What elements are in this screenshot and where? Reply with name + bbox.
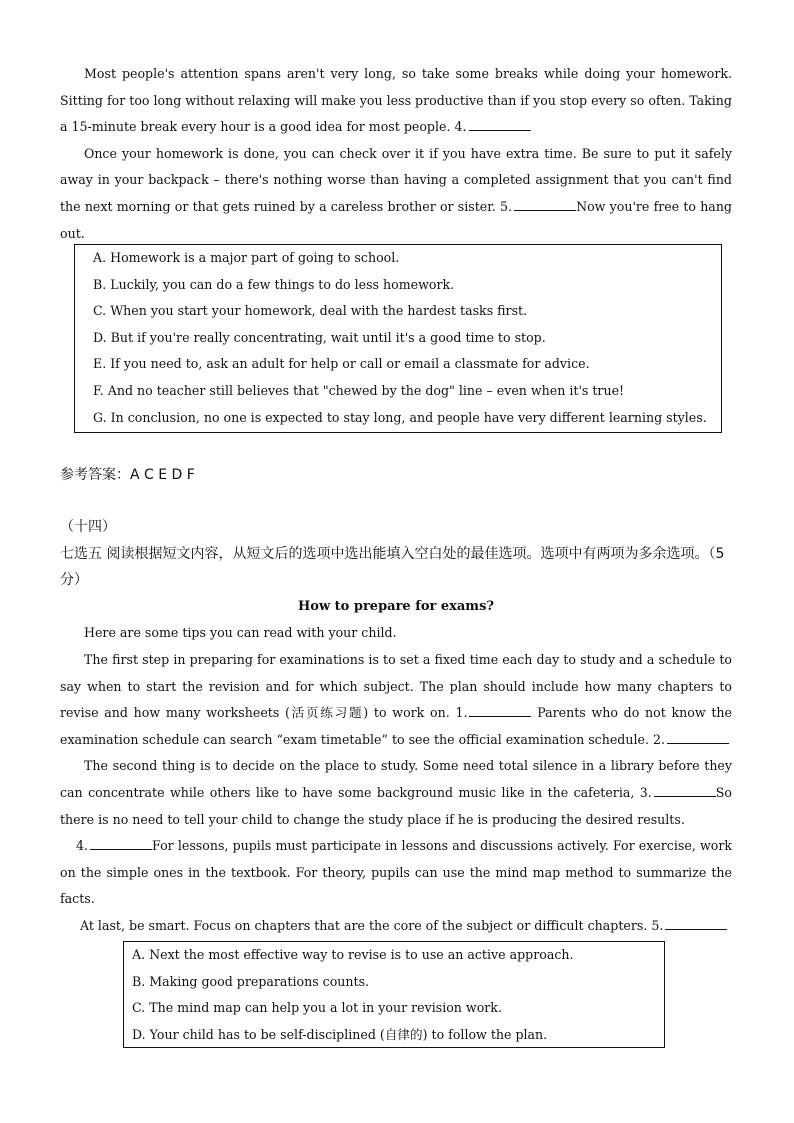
options-box-14 [123,941,665,1048]
paragraph: At last, be smart. Focus on chapters that are the core of the subject or difficult chapters. 5. [60,913,732,940]
answer-blank-3 [654,783,716,797]
answer-blank-5 [514,197,576,211]
section-number: （十四） [60,519,116,535]
option-e: E. If you need to, ask an adult for help or call or email a classmate for advice. [93,356,590,372]
paragraph: Once your homework is done, you can check over it if you have extra time. Be sure to put it safely away in your backpack – there's nothing worse than having a completed assignment that you can't find the next morning or that gets ruined by a careless brother or sister. 5. Now you're free to hang out. [60,145,732,241]
answer-text: 参考答案：A C E D F [60,467,195,483]
options-box-13 [74,244,722,433]
passage-14 [60,514,732,940]
paragraph: Most people's attention spans aren't very long, so take some breaks while doing your homework. Sitting for too long without relaxing will make you less productive than if you stop every so often. Taking a 15-minute break every hour is a good idea for most people. 4. [60,66,732,135]
passage-13 [60,61,732,247]
answer-blank-4 [90,836,152,850]
option-a: A. Homework is a major part of going to school. [93,250,400,265]
answer-blank-5 [665,916,727,930]
instructions: 七选五 阅读根据短文内容，从短文后的选项中选出能填入空白处的最佳选项。选项中有两项为多余选项。（5分） [60,545,725,589]
paragraph: The second thing is to decide on the place to study. Some need total silence in a library before they can concentrate while others like to have some background music like in the cafeteria, 3. So there is no need to tell your child to change the study place if he is producing the desired results. [60,758,732,827]
passage-title: How to prepare for exams? [297,598,494,614]
option-d: D. But if you're really concentrating, wait until it's a good time to stop. [93,329,546,345]
answer-blank-2 [667,730,729,744]
answer-key [60,462,732,489]
option-a: A. Next the most effective way to revise is to use an active approach. [132,947,574,962]
option-f: F. And no teacher still believes that "chewed by the dog" line – even when it's true! [93,382,625,398]
intro-line: Here are some tips you can read with your child. [84,625,397,641]
option-b: B. Making good preparations counts. [132,973,370,989]
option-g: G. In conclusion, no one is expected to stay long, and people have very different learning styles. [93,409,707,425]
option-b: B. Luckily, you can do a few things to do less homework. [93,276,455,292]
paragraph: 4. For lessons, pupils must participate in lessons and discussions actively. For exercise, work on the simple ones in the textbook. For theory, pupils can use the mind map method to summarize the facts. [60,838,732,907]
paragraph: The first step in preparing for examinations is to set a fixed time each day to study and a schedule to say when to start the revision and for which subject. The plan should include how many chapters to revise and how many worksheets (活页练习题) to work on. 1. Parents who do not know the examination schedule can search “exam timetable” to see the official examination schedule. 2. [60,651,732,747]
answer-blank-4 [469,117,531,131]
answer-blank-1 [469,703,531,717]
option-d: D. Your child has to be self-disciplined (自律的) to follow the plan. [132,1026,548,1042]
option-c: C. When you start your homework, deal with the hardest tasks first. [93,303,528,319]
option-c: C. The mind map can help you a lot in your revision work. [132,1000,502,1016]
